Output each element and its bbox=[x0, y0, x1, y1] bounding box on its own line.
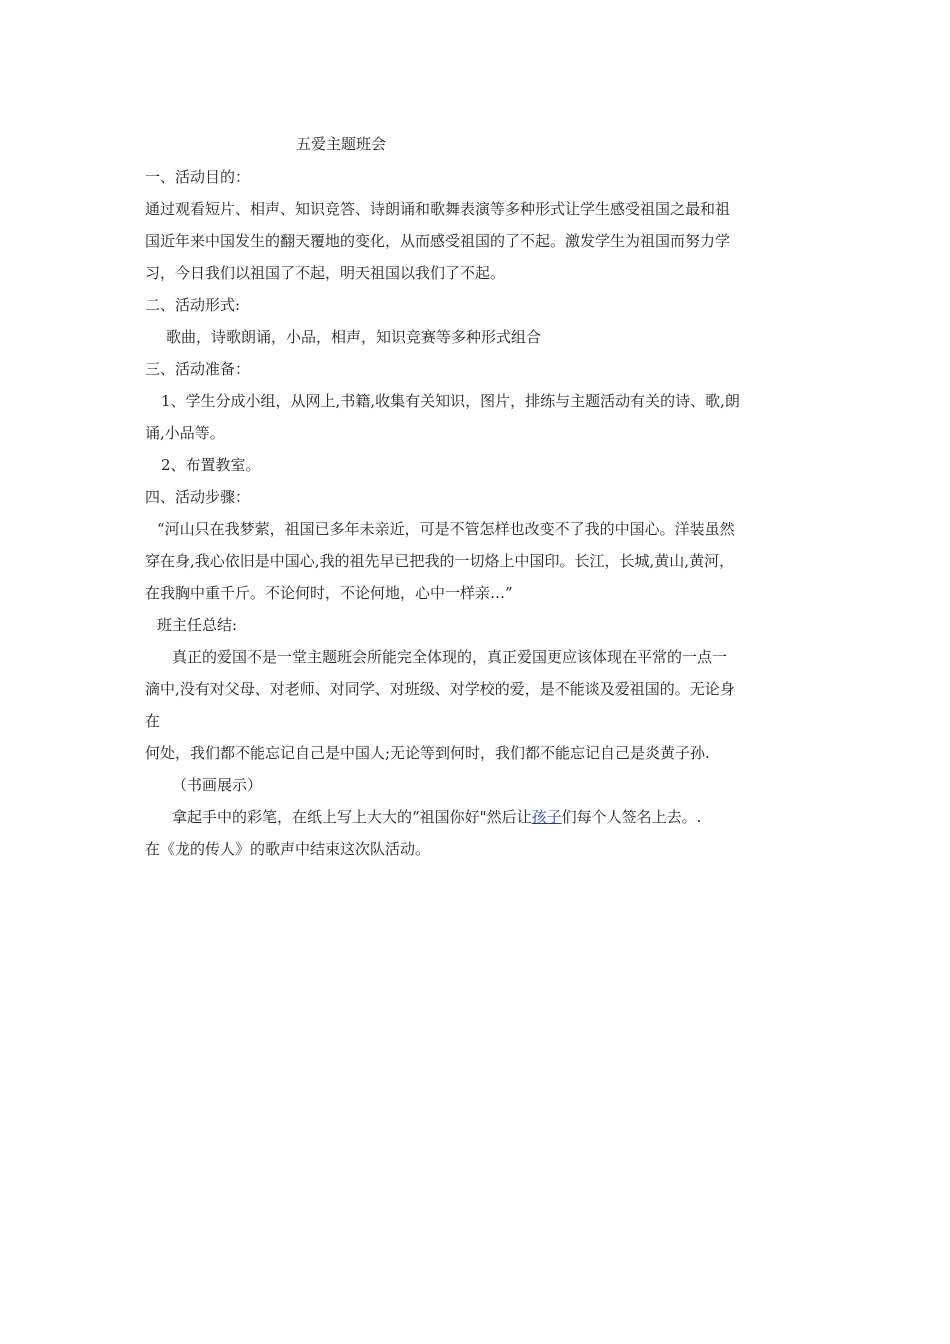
section-heading-purpose: 一、活动目的： bbox=[145, 168, 251, 186]
paragraph-line: 通过观看短片、相声、知识竞答、诗朗诵和歌舞表演等多种形式让学生感受祖国之最和祖 bbox=[145, 200, 731, 218]
list-item: 2、布置教室。 bbox=[161, 456, 261, 474]
paragraph-line: 滴中,没有对父母、对老师、对同学、对班级、对学校的爱，是不能谈及爱祖国的。无论身 bbox=[145, 680, 735, 698]
exhibition-line bbox=[172, 807, 842, 827]
paragraph-line: 何处，我们都不能忘记自己是中国人;无论等到何时，我们都不能忘记自己是炎黄子孙. bbox=[145, 744, 710, 762]
exhibition-heading: （书画展示） bbox=[172, 776, 263, 794]
exhibition-text-after: 们每个人签名上去。. bbox=[561, 808, 702, 826]
quote-line: 在我胸中重千斤。不论何时，不论何地，心中一样亲…” bbox=[145, 584, 513, 602]
children-link[interactable]: 孩子 bbox=[531, 808, 562, 826]
section-heading-steps: 四、活动步骤： bbox=[145, 488, 251, 506]
section-heading-format: 二、活动形式: bbox=[145, 296, 241, 314]
paragraph-line: 国近年来中国发生的翻天覆地的变化，从而感受祖国的了不起。激发学生为祖国而努力学 bbox=[145, 232, 731, 250]
paragraph-line: 在 bbox=[145, 712, 161, 730]
summary-heading: 班主任总结: bbox=[157, 616, 238, 634]
quote-line: “河山只在我梦萦，祖国已多年未亲近，可是不管怎样也改变不了我的中国心。洋装虽然 bbox=[157, 520, 735, 538]
paragraph-line: 歌曲，诗歌朗诵，小品，相声，知识竞赛等多种形式组合 bbox=[166, 328, 542, 346]
section-heading-preparation: 三、活动准备： bbox=[145, 360, 251, 378]
list-item: 1、学生分成小组，从网上,书籍,收集有关知识，图片，排练与主题活动有关的诗、歌,朗 bbox=[161, 392, 740, 410]
exhibition-text-before: 拿起手中的彩笔，在纸上写上大大的“祖国你好"然后让 bbox=[172, 808, 532, 826]
paragraph-line: 真正的爱国不是一堂主题班会所能完全体现的，真正爱国更应该体现在平常的一点一 bbox=[172, 648, 728, 666]
paragraph-line: 习，今日我们以祖国了不起，明天祖国以我们了不起。 bbox=[145, 264, 506, 282]
page-title: 五爱主题班会 bbox=[296, 135, 387, 153]
list-item-continued: 诵,小品等。 bbox=[145, 424, 225, 442]
closing-line: 在《龙的传人》的歌声中结束这次队活动。 bbox=[145, 840, 431, 858]
quote-line: 穿在身,我心依旧是中国心,我的祖先早已把我的一切烙上中国印。长江，长城,黄山,黄河， bbox=[145, 552, 735, 570]
